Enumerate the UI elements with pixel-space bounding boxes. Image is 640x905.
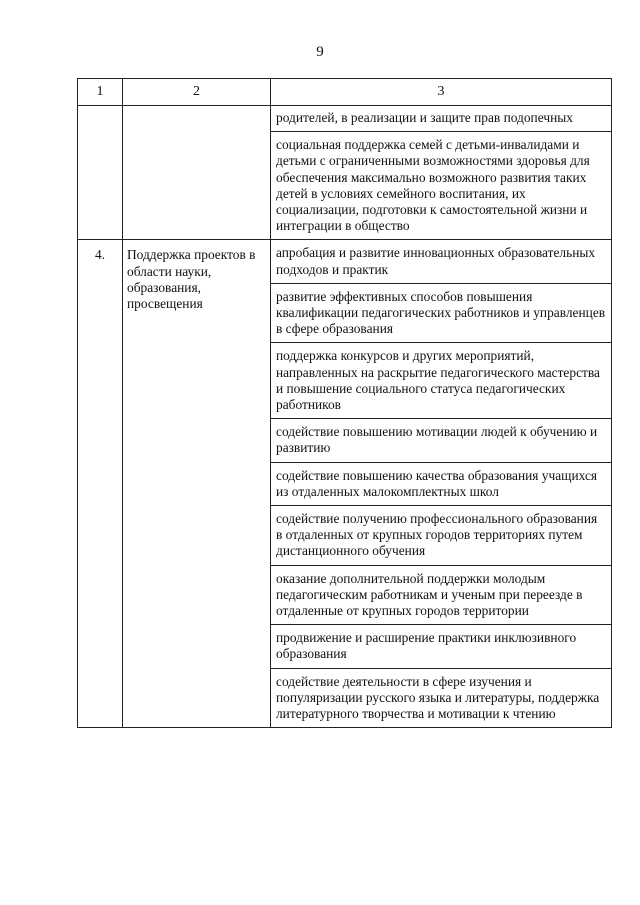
continuation-area-cell: [123, 106, 271, 240]
continuation-number-cell: [78, 106, 123, 240]
table-row-4: [78, 240, 612, 728]
list-item: содействие повышению мотивации людей к обучению и развитию: [271, 419, 611, 462]
list-item: развитие эффективных способов повышения квалификации педагогических работников и управленцев в сфере образования: [271, 284, 611, 344]
list-item: содействие повышению качества образования учащихся из отдаленных малокомплектных школ: [271, 463, 611, 506]
list-item: оказание дополнительной поддержки молодым педагогическим работникам и ученым при переезде в отдаленные от крупных городов территории: [271, 566, 611, 626]
list-item: родителей, в реализации и защите прав подопечных: [271, 106, 611, 132]
header-col-1: 1: [78, 79, 123, 106]
list-item: содействие деятельности в сфере изучения и популяризации русского языка и литературы, поддержка литературного творчества и мотивации к чтению: [276, 673, 600, 722]
list-item: социальная поддержка семей с детьми-инвалидами и детьми с ограниченными возможностями здоровья для обеспечения максимально возможного развития таких детей в условиях семейного воспитания, их социализации, подготовки к самостоятельной жизни и интеграции в общество: [276, 137, 590, 234]
continuation-row: [78, 106, 612, 240]
row-area: Поддержка проектов в области науки, образования, просвещения: [123, 240, 271, 728]
list-item: продвижение и расширение практики инклюзивного образования: [271, 625, 611, 668]
row-number: 4.: [78, 240, 123, 728]
header-col-2: 2: [123, 79, 271, 106]
page-number: 9: [316, 44, 324, 60]
list-item: содействие получению профессионального образования в отдаленных от крупных городов территориях путем дистанционного обучения: [271, 506, 611, 566]
list-item: апробация и развитие инновационных образовательных подходов и практик: [271, 240, 611, 283]
table-header-row: [78, 79, 612, 106]
row-items-cell: [271, 240, 612, 728]
grants-table: [77, 78, 612, 728]
header-col-3: 3: [271, 79, 612, 106]
continuation-items-cell: [271, 106, 612, 240]
list-item: поддержка конкурсов и других мероприятий, направленных на раскрытие педагогического мастерства и повышение социального статуса педагогических работников: [271, 343, 611, 419]
